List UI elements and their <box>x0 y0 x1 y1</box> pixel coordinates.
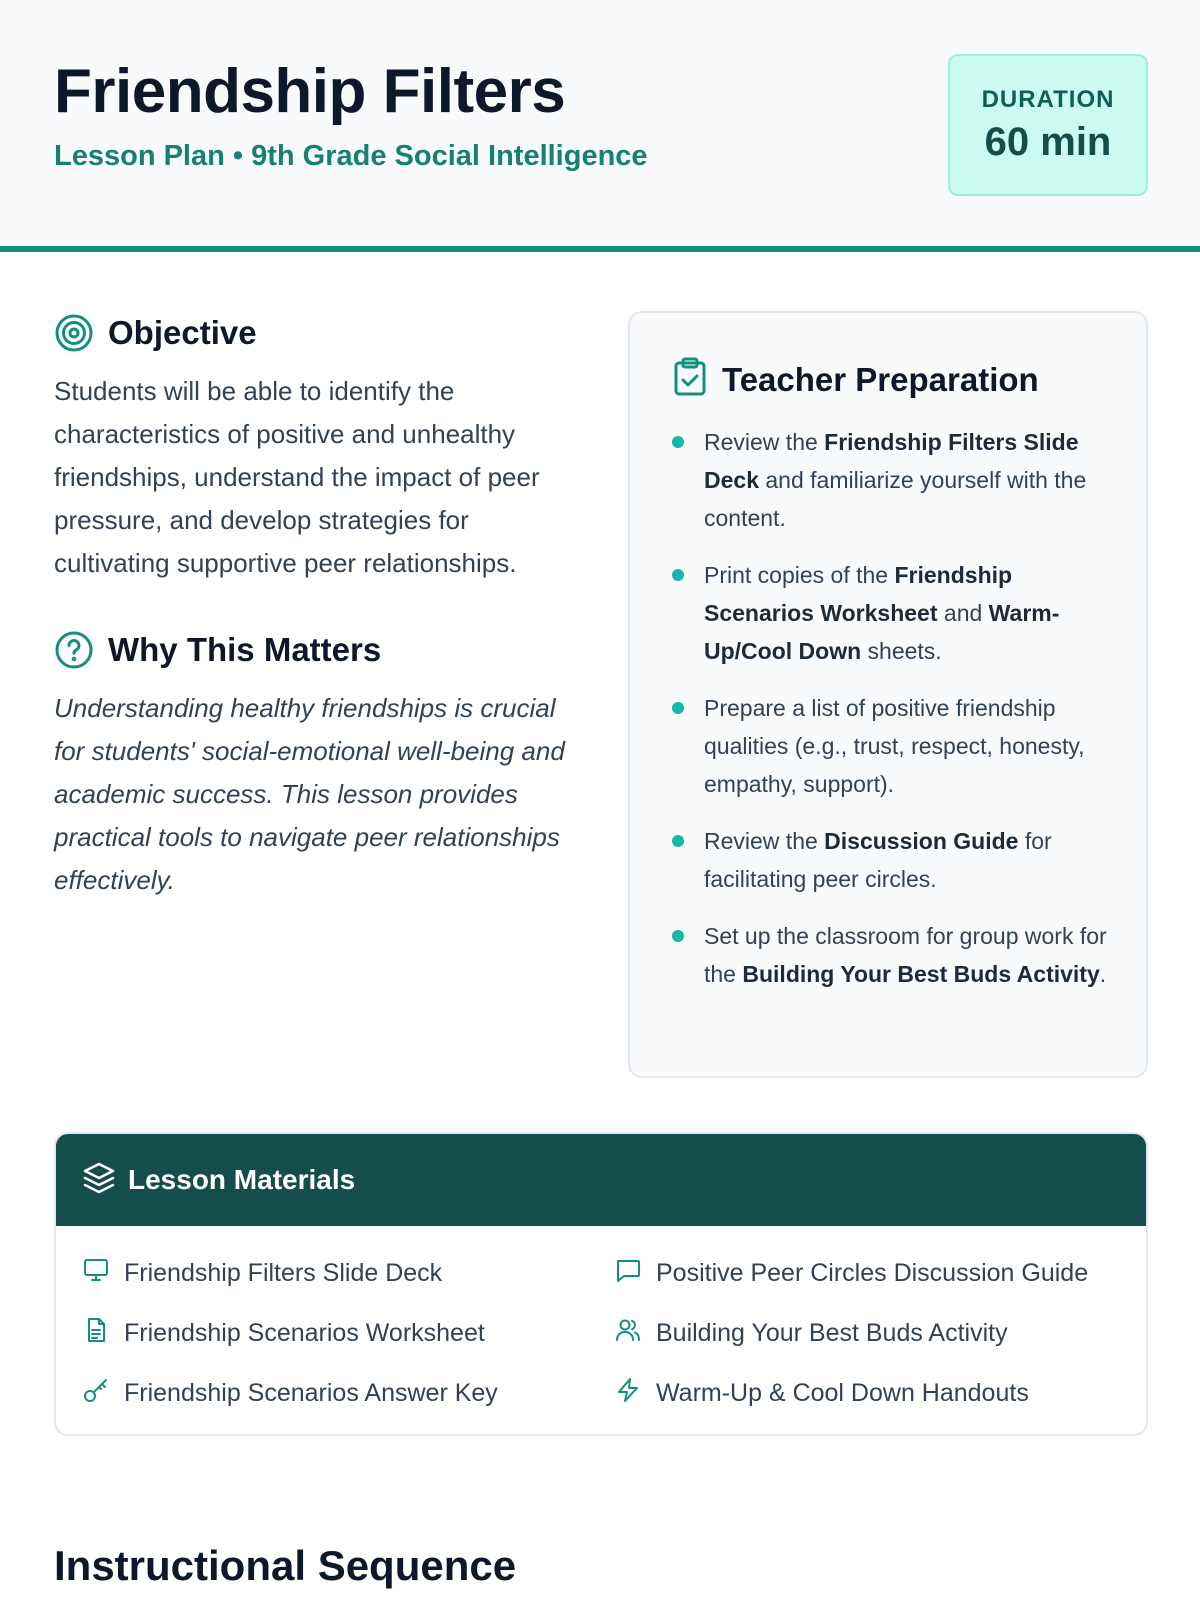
prep-title: Teacher Preparation <box>722 360 1039 398</box>
material-label: Friendship Filters Slide Deck <box>124 1259 443 1287</box>
clipboard-check-icon <box>672 357 708 402</box>
objective-title: Objective <box>108 314 257 351</box>
material-label: Positive Peer Circles Discussion Guide <box>656 1259 1089 1287</box>
lesson-materials-panel <box>54 1132 1148 1436</box>
material-item[interactable] <box>614 1256 1088 1291</box>
material-label: Friendship Scenarios Worksheet <box>124 1319 485 1347</box>
list-item: Review the Discussion Guide for facilitating peer circles. <box>668 822 1128 898</box>
sequence-title: Instructional Sequence <box>54 1542 517 1589</box>
target-icon <box>54 313 94 353</box>
material-item[interactable] <box>614 1376 1029 1411</box>
prep-list <box>668 423 1128 1012</box>
why-heading <box>54 630 381 670</box>
material-item[interactable] <box>82 1376 498 1411</box>
materials-header <box>56 1134 1146 1226</box>
lesson-header <box>0 0 1200 252</box>
layers-icon <box>82 1161 116 1200</box>
list-item: Prepare a list of positive friendship qualities (e.g., trust, respect, honesty, empathy, support). <box>668 689 1128 803</box>
duration-badge <box>948 54 1148 196</box>
page-subtitle: Lesson Plan • 9th Grade Social Intelligence <box>54 140 648 172</box>
material-item[interactable] <box>82 1256 442 1291</box>
duration-label: DURATION <box>981 86 1115 113</box>
page-title: Friendship Filters <box>54 57 566 126</box>
prep-heading <box>672 357 1039 402</box>
message-square-icon <box>614 1256 642 1291</box>
users-icon <box>614 1316 642 1351</box>
why-title: Why This Matters <box>108 631 382 668</box>
list-item: Review the Friendship Filters Slide Deck and familiarize yourself with the content. <box>668 423 1128 537</box>
zap-icon <box>614 1376 642 1411</box>
objective-text: Students will be able to identify the characteristics of positive and unhealthy friendships, understand the impact of peer pressure, and develop strategies for cultivating supportive peer relationships. <box>54 376 540 578</box>
teacher-prep-card <box>628 311 1148 1078</box>
material-item[interactable] <box>82 1316 485 1351</box>
material-label: Building Your Best Buds Activity <box>656 1319 1008 1347</box>
material-label: Friendship Scenarios Answer Key <box>124 1379 498 1407</box>
list-item: Set up the classroom for group work for the Building Your Best Buds Activity. <box>668 917 1128 993</box>
key-icon <box>82 1376 110 1411</box>
objective-heading <box>54 313 257 353</box>
monitor-icon <box>82 1256 110 1291</box>
duration-value: 60 min <box>984 120 1112 164</box>
material-item[interactable] <box>614 1316 1008 1351</box>
help-circle-icon <box>54 630 94 670</box>
file-text-icon <box>82 1316 110 1351</box>
why-text: Understanding healthy friendships is crucial for students' social-emotional well-being and academic success. This lesson provides practical tools to navigate peer relationships effectively. <box>54 693 565 895</box>
material-label: Warm-Up & Cool Down Handouts <box>656 1379 1029 1407</box>
list-item: Print copies of the Friendship Scenarios Worksheet and Warm-Up/Cool Down sheets. <box>668 556 1128 670</box>
materials-title: Lesson Materials <box>128 1164 356 1195</box>
